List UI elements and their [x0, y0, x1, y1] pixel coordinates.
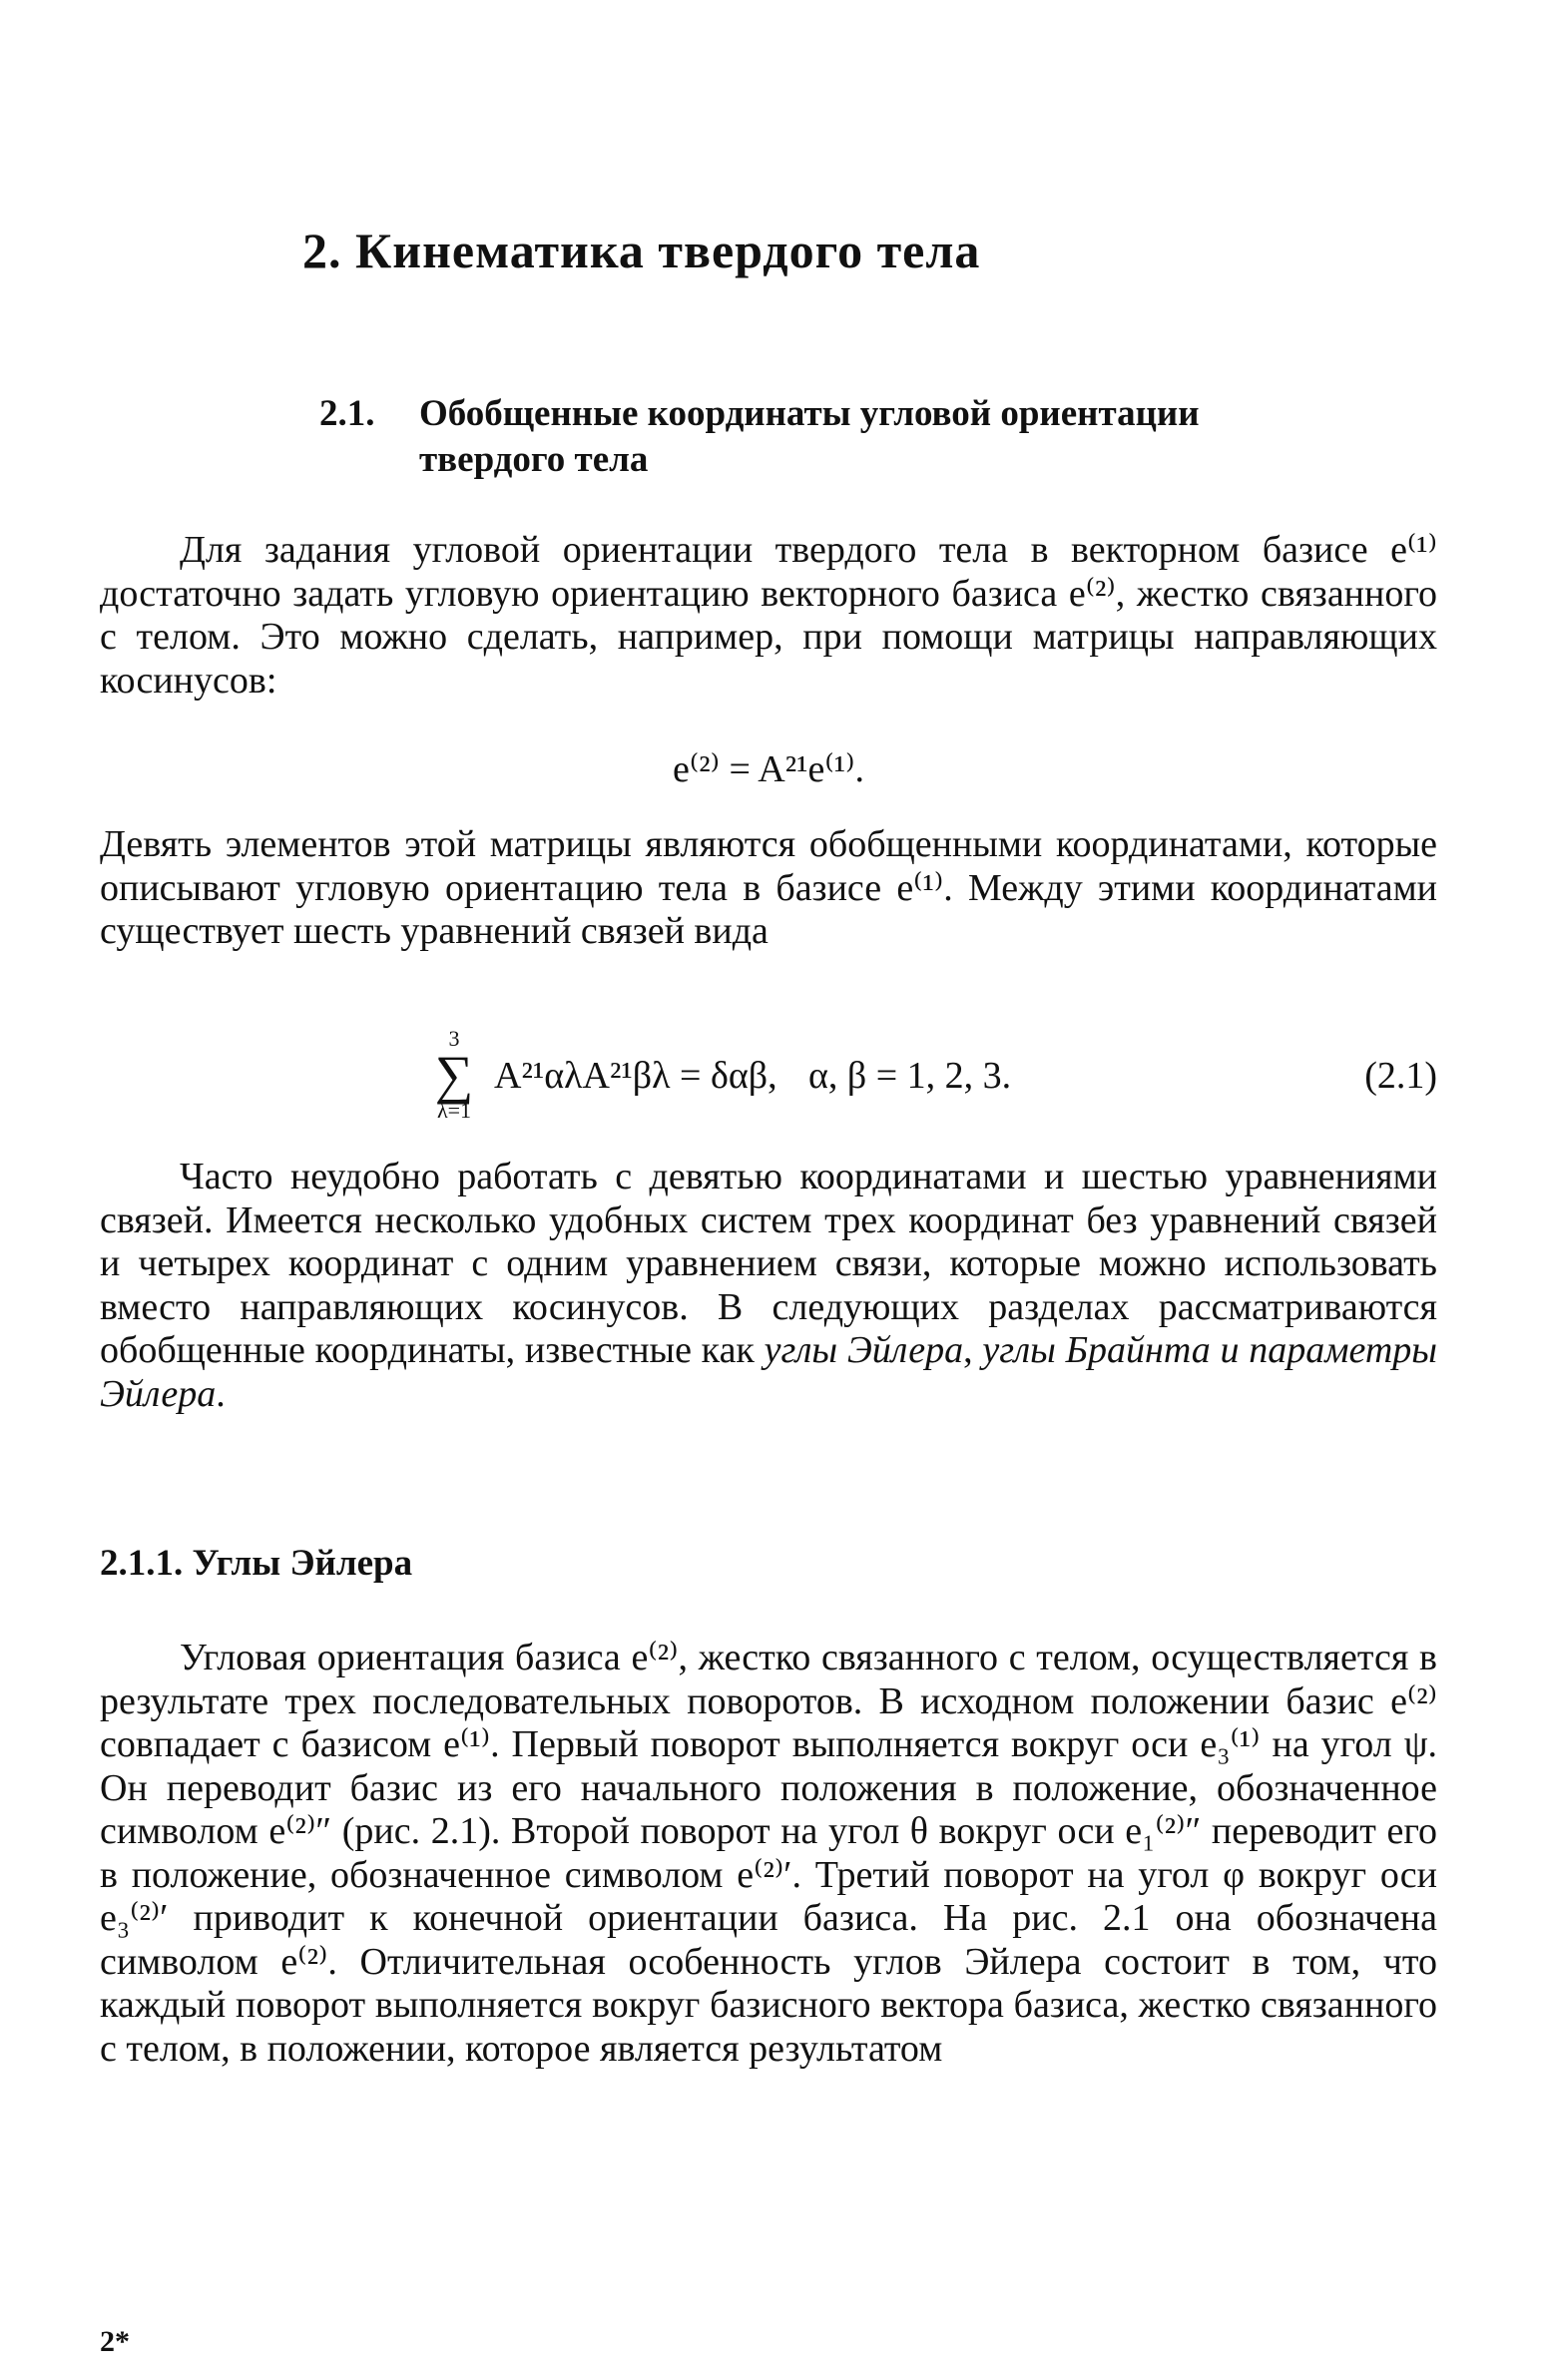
formula-direction-cosines: e⁽²⁾ = A²¹e⁽¹⁾. — [673, 748, 864, 790]
sum-upper-limit: 3 — [448, 1026, 460, 1051]
p3-end: . — [216, 1372, 226, 1415]
p3-text: Часто неудобно работать с девятью координатами и шестью уравнениями связей. Имеется несколько удобных систем трех координат без уравнений связей и четырех координат с одним уравнением связи, которые можно использовать вместо направляющих косинусов. В следующих разделах рассматриваются обобщенные координаты, известные как — [100, 1156, 1437, 1371]
subsection-title: 2.1.1. Углы Эйлера — [100, 1543, 413, 1584]
equation-2-1 — [100, 1028, 1437, 1138]
section-title — [319, 391, 1437, 483]
paragraph-coordinates — [100, 1156, 1437, 1416]
summation — [424, 1028, 484, 1122]
term-euler-parameters: параметры Эйлера — [100, 1329, 1438, 1415]
equation-number: (2.1) — [1364, 1055, 1437, 1097]
paragraph-intro: Для задания угловой ориентации твердого тела в векторном базисе e⁽¹⁾ достаточно задать угловую ориентацию векторного базиса e⁽²⁾, жестко связанного с телом. Это можно сделать, например, при помощи матрицы направляющих косинусов: — [100, 529, 1437, 702]
sum-lower-limit: λ=1 — [436, 1098, 472, 1123]
term-euler-angles: углы Эйлера — [764, 1329, 964, 1371]
paragraph-euler-rotations: Угловая ориентация базиса e⁽²⁾, жестко связанного с телом, осуществляется в результате трех последовательных поворотов. В исходном положении базис e⁽²⁾ совпадает с базисом e⁽¹⁾. Первый поворот выполняется вокруг оси e₃⁽¹⁾ на угол ψ. Он переводит базис из его начального положения в положение, обозначенное символом e⁽²⁾″ (рис. 2.1). Второй поворот на угол θ вокруг оси e₁⁽²⁾″ переводит его в положение, обозначенное символом e⁽²⁾′. Третий поворот на угол φ вокруг оси e₃⁽²⁾′ приводит к конечной ориентации базиса. На рис. 2.1 она обозначена символом e⁽²⁾. Отличительная особенность углов Эйлера состоит в том, что каждый поворот выполняется вокруг базисного вектора базиса, жестко связанного с телом, в положении, которое является результатом — [100, 1637, 1437, 2070]
paragraph-nine-elements: Девять элементов этой матрицы являются обобщенными координатами, которые описывают угловую ориентацию тела в базисе e⁽¹⁾. Между этими координатами существует шесть уравнений связей вида — [100, 823, 1437, 952]
equation-body: A²¹αλA²¹βλ = δαβ, — [494, 1055, 777, 1097]
sum-sign: ∑ — [434, 1045, 474, 1105]
page-signature: 2* — [100, 2325, 130, 2358]
p3-sep: , — [963, 1329, 973, 1371]
section-number: 2.1. — [319, 393, 375, 434]
section-title-line1: Обобщенные координаты угловой ориентации — [419, 393, 1200, 434]
term-bryant-angles: углы Брайнта — [982, 1329, 1211, 1371]
chapter-title: 2. Кинематика твердого тела — [302, 223, 981, 278]
equation-condition: α, β = 1, 2, 3. — [808, 1055, 1012, 1097]
section-title-line2: твердого тела — [419, 439, 649, 480]
p3-and: и — [1220, 1329, 1240, 1371]
